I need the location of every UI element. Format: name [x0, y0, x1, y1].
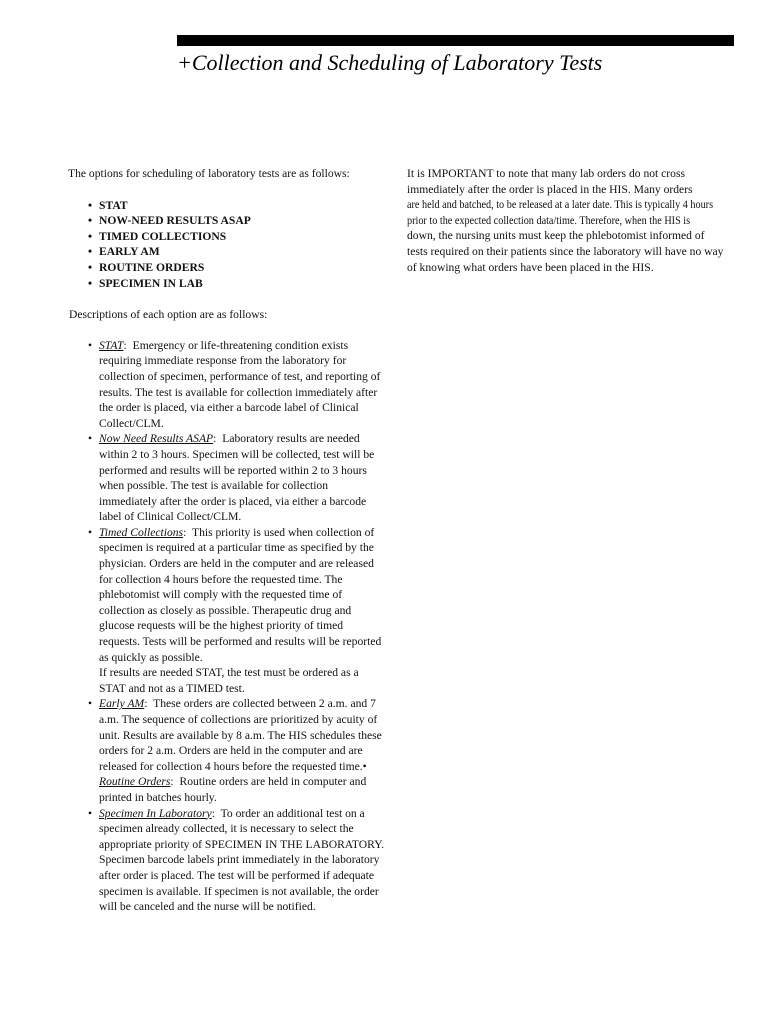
descriptions-intro: Descriptions of each option are as follows: — [69, 308, 268, 322]
term-colon: : — [144, 697, 148, 711]
description-text: This priority is used when collection of specimen is required at a particular time as specified by the physician. Orders are held in the computer and are released for collection 4 hours before the requested time. The phlebotomist will comply with the requested time of collection as closely as possible. Therapeutic drug and glucose requests will be the highest priority of timed requests. Tests will be performed and results will be reported as quickly as possible. — [99, 525, 382, 664]
option-routine-orders: • ROUTINE ORDERS — [88, 260, 386, 276]
option-specimen-in-lab: • SPECIMEN IN LAB — [88, 276, 386, 292]
note-line-2: are held and batched, to be released at a later date. This is typically 4 hours — [407, 198, 714, 212]
note-line-1: It is IMPORTANT to note that many lab orders do not cross immediately after the order is placed in the HIS. Many orders — [407, 167, 693, 196]
description-timed-collections — [99, 525, 386, 697]
important-note — [407, 166, 727, 275]
term-colon: : — [213, 432, 217, 446]
description-text-routine: Routine orders are held in computer and printed in batches hourly. — [99, 775, 367, 804]
options-intro: The options for scheduling of laboratory tests are as follows: — [68, 167, 350, 180]
note-line-4: down, the nursing units must keep the phlebotomist informed of tests required on their patients since the laboratory will have no way of knowing what orders have been placed in the HIS. — [407, 229, 724, 274]
scheduling-options-list — [68, 198, 386, 292]
header-rule — [177, 35, 734, 46]
term-now-need-results: Now Need Results ASAP — [99, 432, 214, 446]
descriptions-list — [68, 338, 386, 915]
term-colon: : — [170, 775, 174, 789]
description-text: Laboratory results are needed within 2 to 3 hours. Specimen will be collected, test will be performed and results will be reported within 2 to 3 hours when possible. The test is available for collection immediately after the order is placed, via either a barcode label of Clinical Collect/CLM. — [99, 432, 375, 524]
note-line-3: prior to the expected collection data/time. Therefore, when the HIS is — [407, 213, 691, 227]
term-colon: : — [183, 525, 187, 539]
option-early-am: • EARLY AM — [88, 244, 386, 260]
term-early-am: Early AM — [99, 697, 145, 711]
description-text: To order an additional test on a specimen already collected, it is necessary to select the appropriate priority of SPECIMEN IN THE LABORATORY. Specimen barcode labels print immediately in the laboratory after order is placed. The test will be performed if adequate specimen is available. If specimen is not available, the order will be canceled and the nurse will be notified. — [99, 806, 385, 914]
description-text: These orders are collected between 2 a.m. and 7 a.m. The sequence of collections are prioritized by acuity of unit. Results are available by 8 a.m. The HIS schedules these orders for 2 a.m. Orders are held in the computer and are released for collection 4 hours before the requested time.• — [99, 697, 382, 773]
term-timed-collections: Timed Collections — [99, 525, 184, 539]
description-stat — [99, 338, 386, 432]
right-column — [407, 166, 727, 275]
term-routine-orders: Routine Orders — [99, 775, 171, 789]
option-timed-collections: • TIMED COLLECTIONS — [88, 229, 386, 245]
description-specimen-in-lab — [99, 806, 386, 915]
option-now-need-results: • NOW-NEED RESULTS ASAP — [88, 213, 386, 229]
description-text: Emergency or life-threatening condition exists requiring immediate response from the laboratory for collection of specimen, performance of test, and reporting of results. The test is available for collection immediately after the order is placed, via either a barcode label of Clinical Collect/CLM. — [99, 338, 381, 430]
term-colon: : — [123, 338, 127, 352]
description-note: If results are needed STAT, the test must be ordered as a STAT and not as a TIMED test. — [99, 666, 359, 695]
description-now-need-results — [99, 431, 386, 525]
term-colon: : — [211, 806, 215, 820]
term-specimen-in-lab: Specimen In Laboratory — [99, 806, 212, 820]
term-stat: STAT — [99, 338, 124, 352]
page-title: +Collection and Scheduling of Laboratory Tests — [177, 50, 603, 75]
description-early-am — [99, 696, 386, 805]
left-column — [68, 166, 386, 915]
option-stat: • STAT — [88, 198, 386, 214]
